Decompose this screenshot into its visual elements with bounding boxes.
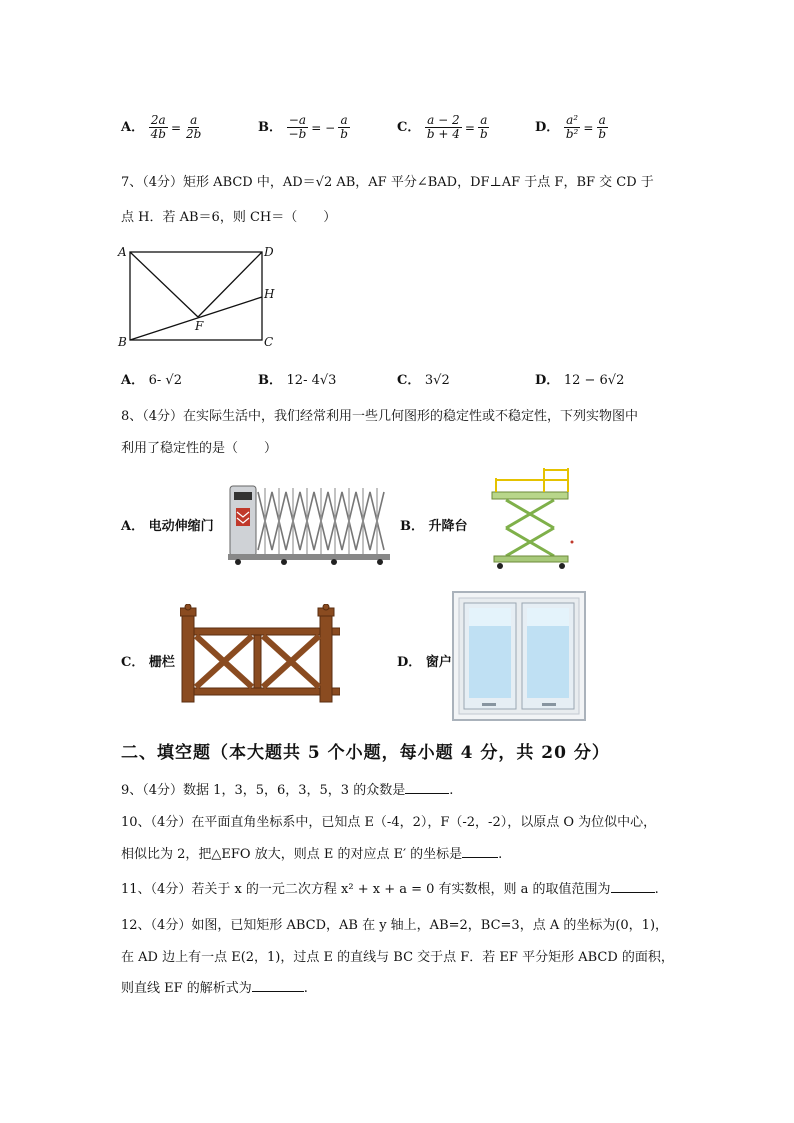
answer-blank[interactable] bbox=[611, 880, 655, 893]
q7-option-c[interactable]: C． 3√2 bbox=[397, 373, 450, 388]
fraction: $\frac{a - 2}{b + 4}$ bbox=[426, 113, 460, 141]
q10-stem-line2: 相似比为 2，把△EFO 放大，则点 E 的对应点 E′ 的坐标是 . bbox=[121, 847, 503, 862]
q8-stem-line1: 8、（4分）在实际生活中，我们经常利用一些几何图形的稳定性或不稳定性，下列实物图中 bbox=[121, 409, 639, 424]
q7-rectangle-figure bbox=[116, 242, 286, 350]
fraction: $\frac{a}{2b}$ bbox=[186, 113, 202, 141]
option-letter: D． bbox=[535, 120, 560, 135]
option-letter: A． bbox=[121, 120, 145, 135]
segment-af bbox=[130, 252, 198, 317]
q9: 9、（4分）数据 1，3，5，6，3，5，3 的众数是 . bbox=[121, 783, 454, 798]
q8-option-a[interactable]: A． 电动伸缩门 bbox=[121, 519, 214, 534]
fraction: $\frac{a}{b}$ bbox=[598, 113, 607, 141]
answer-blank[interactable] bbox=[462, 845, 498, 858]
label-c: C bbox=[264, 335, 274, 349]
fraction: $\frac{-a}{-b}$ bbox=[288, 113, 307, 141]
q12-stem-line1: 12、（4分）如图，已知矩形 ABCD，AB 在 y 轴上，AB=2，BC=3，点 A 的坐标为(0，1)， bbox=[121, 918, 669, 933]
label-h: H bbox=[264, 287, 275, 301]
retractable-gate-image bbox=[224, 482, 394, 568]
answer-blank[interactable] bbox=[405, 781, 449, 794]
q11: 11、（4分）若关于 x 的一元二次方程 x² + x + a = 0 有实数根，则 a 的取值范围为 . bbox=[121, 882, 659, 897]
q10-stem-line1: 10、（4分）在平面直角坐标系中，已知点 E（-4，2），F（-2，-2），以原点 O 为位似中心， bbox=[121, 815, 657, 830]
q12-stem-line2: 在 AD 边上有一点 E(2，1)，过点 E 的直线与 BC 交于点 F．若 EF 平分矩形 ABCD 的面积， bbox=[121, 950, 674, 965]
fraction: $\frac{a}{b}$ bbox=[479, 113, 488, 141]
q6-option-b[interactable]: B． $\frac{-a}{-b}$ = − $\frac{a}{b}$ bbox=[258, 113, 348, 141]
wooden-fence-image bbox=[180, 604, 340, 704]
q7-stem-line2: 点 H．若 AB＝6，则 CH＝（ ） bbox=[121, 210, 337, 225]
scissor-lift-image bbox=[486, 462, 578, 574]
q6-option-c[interactable]: C． $\frac{a - 2}{b + 4}$ = $\frac{a}{b}$ bbox=[397, 113, 488, 141]
q8-option-b[interactable]: B． 升降台 bbox=[400, 519, 468, 534]
option-letter: C． bbox=[397, 120, 421, 135]
option-letter: B． bbox=[258, 120, 282, 135]
q8-option-c[interactable]: C． 栅栏 bbox=[121, 655, 175, 670]
window-image bbox=[452, 591, 586, 721]
fraction: $\frac{\text{a²}}{\text{b²}}$ bbox=[565, 113, 579, 141]
label-a: A bbox=[118, 245, 127, 259]
label-d: D bbox=[264, 245, 274, 259]
section-fill-in-title: 二、填空题（本大题共 5 个小题，每小题 4 分，共 20 分） bbox=[121, 743, 610, 763]
q7-option-b[interactable]: B． 12- 4√3 bbox=[258, 373, 337, 388]
answer-blank[interactable] bbox=[252, 979, 304, 992]
q7-option-d[interactable]: D． 12 − 6√2 bbox=[535, 373, 625, 388]
q8-stem-line2: 利用了稳定性的是（ ） bbox=[121, 441, 278, 456]
q7-stem-line1: 7、（4分）矩形 ABCD 中，AD＝√2 AB，AF 平分∠BAD，DF⊥AF 于点 F，BF 交 CD 于 bbox=[121, 175, 654, 190]
label-b: B bbox=[118, 335, 127, 349]
q6-option-d[interactable]: D． $\frac{\text{a²}}{\text{b²}}$ = $\frac{a}{b}$ bbox=[535, 113, 607, 141]
fraction: $\frac{a}{b}$ bbox=[340, 113, 348, 141]
q7-option-a[interactable]: A． 6- √2 bbox=[121, 373, 182, 388]
fraction: $\frac{2a}{4b}$ bbox=[150, 113, 166, 141]
label-f: F bbox=[195, 319, 204, 333]
q8-option-d[interactable]: D． 窗户 bbox=[397, 655, 452, 670]
q12-stem-line3: 则直线 EF 的解析式为 . bbox=[121, 981, 308, 996]
q6-option-a[interactable]: A． $\frac{2a}{4b}$ = $\frac{a}{2b}$ bbox=[121, 113, 202, 141]
